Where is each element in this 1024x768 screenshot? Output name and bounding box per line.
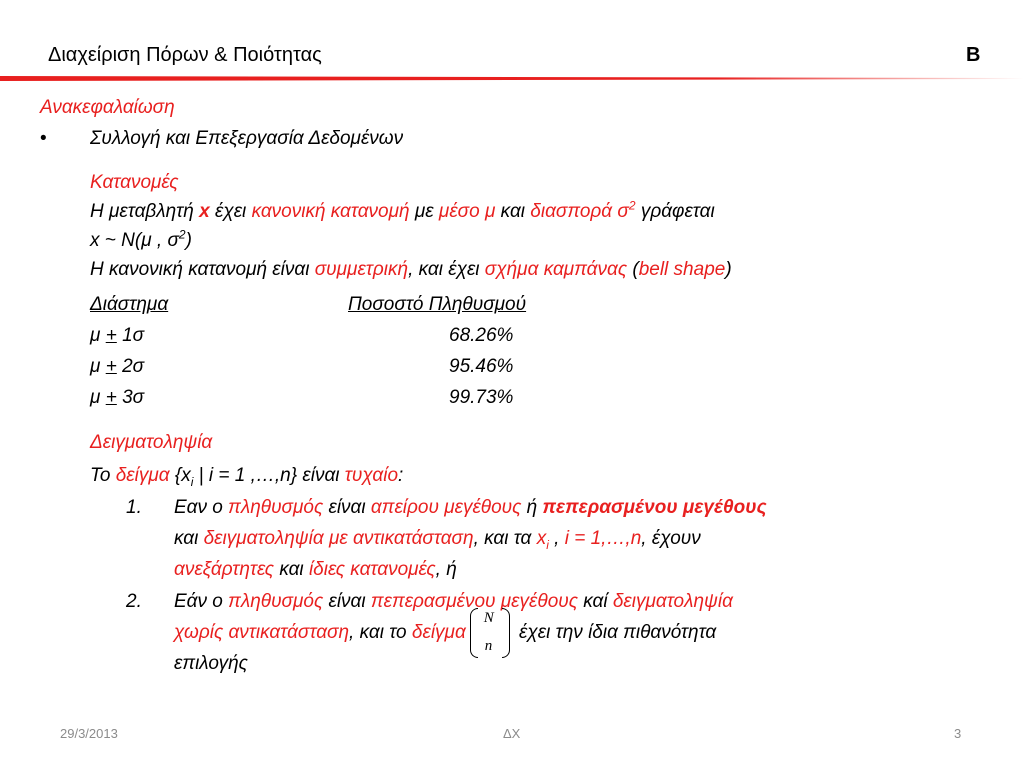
- notation-text: x ~ N(μ , σ: [90, 230, 179, 251]
- footer-author: ΔΧ: [503, 726, 521, 741]
- text-segment: Η μεταβλητή: [90, 201, 200, 222]
- text-segment: είναι: [323, 591, 371, 612]
- bullet-text: Συλλογή και Επεξεργασία Δεδομένων: [90, 128, 404, 149]
- text-segment: με: [409, 201, 439, 222]
- text-segment: έχει: [209, 201, 252, 222]
- text-segment: Η κανονική κατανομή είναι: [90, 259, 315, 280]
- index-subscript: i: [190, 474, 194, 489]
- sigma-multiple: 2σ: [116, 356, 145, 377]
- mu-symbol: μ: [90, 325, 106, 346]
- random-term: τυχαίο: [344, 465, 399, 486]
- interval-cell: [90, 383, 144, 412]
- xi-subscript: i: [546, 537, 549, 552]
- xi-term: x: [536, 528, 547, 549]
- interval-column-header: Διάστημα: [90, 294, 169, 315]
- sample-term: δείγμα: [411, 622, 466, 644]
- text-segment: , και έχει: [408, 259, 485, 280]
- sampling-intro: [90, 461, 403, 490]
- same-distribution-term: ίδιες κατανομές: [308, 559, 436, 580]
- list-number: 2.: [126, 591, 142, 612]
- sampling-heading: Δειγματοληψία: [90, 432, 213, 453]
- text-segment: είναι: [323, 497, 371, 518]
- text-segment: {x: [169, 465, 191, 486]
- percent-column-header: Ποσοστό Πληθυσμού: [348, 294, 527, 315]
- sampling-term: δειγματοληψία: [612, 591, 733, 612]
- variance-term: διασπορά σ: [530, 201, 629, 222]
- symmetry-line: [90, 255, 732, 284]
- text-segment: γράφεται: [635, 201, 715, 222]
- binomial-coefficient: [470, 608, 510, 658]
- footer-page-number: 3: [954, 726, 962, 741]
- list-item-line: [174, 524, 701, 553]
- right-paren: [502, 608, 510, 658]
- header-divider: [0, 76, 1024, 81]
- variance-exponent: 2: [628, 198, 636, 213]
- mean-term: μέσο μ: [438, 201, 496, 222]
- sigma-multiple: 1σ: [116, 325, 145, 346]
- mu-symbol: μ: [90, 356, 106, 377]
- sample-term: δείγμα: [115, 465, 170, 486]
- section-title: Ανακεφαλαίωση: [40, 97, 175, 118]
- list-item-line: επιλογής: [174, 653, 248, 674]
- symmetric-term: συμμετρική: [314, 259, 409, 280]
- text-segment: Το: [90, 465, 116, 486]
- notation-exponent: 2: [178, 227, 186, 242]
- text-segment: και: [495, 201, 531, 222]
- normal-notation-line: [90, 226, 192, 255]
- text-segment: :: [398, 465, 404, 486]
- distributions-heading: Κατανομές: [90, 172, 179, 193]
- text-segment: και: [274, 559, 309, 580]
- text-segment: έχει την ίδια πιθανότητα: [513, 622, 717, 644]
- bullet-icon: •: [40, 128, 47, 149]
- normal-definition-line: [90, 197, 715, 226]
- bell-term: σχήμα καμπάνας: [484, 259, 628, 280]
- text-segment: καί: [577, 591, 613, 612]
- finite-size-term: πεπερασμένου μεγέθους: [542, 497, 767, 518]
- footer-date: 29/3/2013: [60, 726, 118, 741]
- percent-cell: 99.73%: [449, 387, 514, 408]
- text-segment: , έχουν: [641, 528, 701, 549]
- interval-cell: [90, 321, 144, 350]
- plus-minus-symbol: +: [105, 325, 117, 346]
- text-segment: , και το: [349, 622, 412, 644]
- independent-term: ανεξάρτητες: [174, 559, 275, 580]
- text-segment: Εαν ο: [174, 497, 229, 518]
- text-segment: και: [174, 528, 204, 549]
- with-replacement-term: δειγματοληψία με αντικατάσταση: [203, 528, 474, 549]
- percent-cell: 68.26%: [449, 325, 514, 346]
- population-term: πληθυσμός: [228, 591, 324, 612]
- text-segment: , ή: [435, 559, 457, 580]
- slide-title: Διαχείριση Πόρων & Ποιότητας: [48, 44, 322, 66]
- percent-cell: 95.46%: [449, 356, 514, 377]
- population-term: πληθυσμός: [228, 497, 324, 518]
- finite-size-term: πεπερασμένου μεγέθους: [370, 591, 578, 612]
- index-range-term: i = 1,…,n: [564, 528, 642, 549]
- text-segment: Εάν ο: [174, 591, 229, 612]
- text-segment: | i = 1 ,…,n} είναι: [193, 465, 345, 486]
- list-number: 1.: [126, 497, 142, 518]
- list-item-line: [174, 555, 457, 584]
- text-segment: (: [627, 259, 639, 280]
- binomial-bottom: n: [484, 638, 493, 654]
- slide-section-label: B: [966, 44, 981, 66]
- plus-minus-symbol: +: [105, 356, 117, 377]
- text-segment: ,: [548, 528, 565, 549]
- plus-minus-symbol: +: [105, 387, 117, 408]
- text-segment: , και τα: [473, 528, 537, 549]
- without-replacement-term: χωρίς αντικατάσταση: [174, 622, 350, 644]
- binomial-top: N: [483, 610, 494, 626]
- sigma-multiple: 3σ: [116, 387, 145, 408]
- list-item-line: [174, 608, 716, 658]
- variable-x: x: [199, 201, 210, 222]
- left-paren: [470, 608, 478, 658]
- interval-cell: [90, 352, 144, 381]
- bell-shape-english: bell shape: [638, 259, 726, 280]
- text-segment: ή: [521, 497, 543, 518]
- list-item-line: [174, 493, 767, 522]
- normal-distribution-term: κανονική κατανομή: [251, 201, 410, 222]
- infinite-size-term: απείρου μεγέθους: [370, 497, 522, 518]
- mu-symbol: μ: [90, 387, 106, 408]
- text-segment: ): [725, 259, 732, 280]
- notation-close: ): [185, 230, 192, 251]
